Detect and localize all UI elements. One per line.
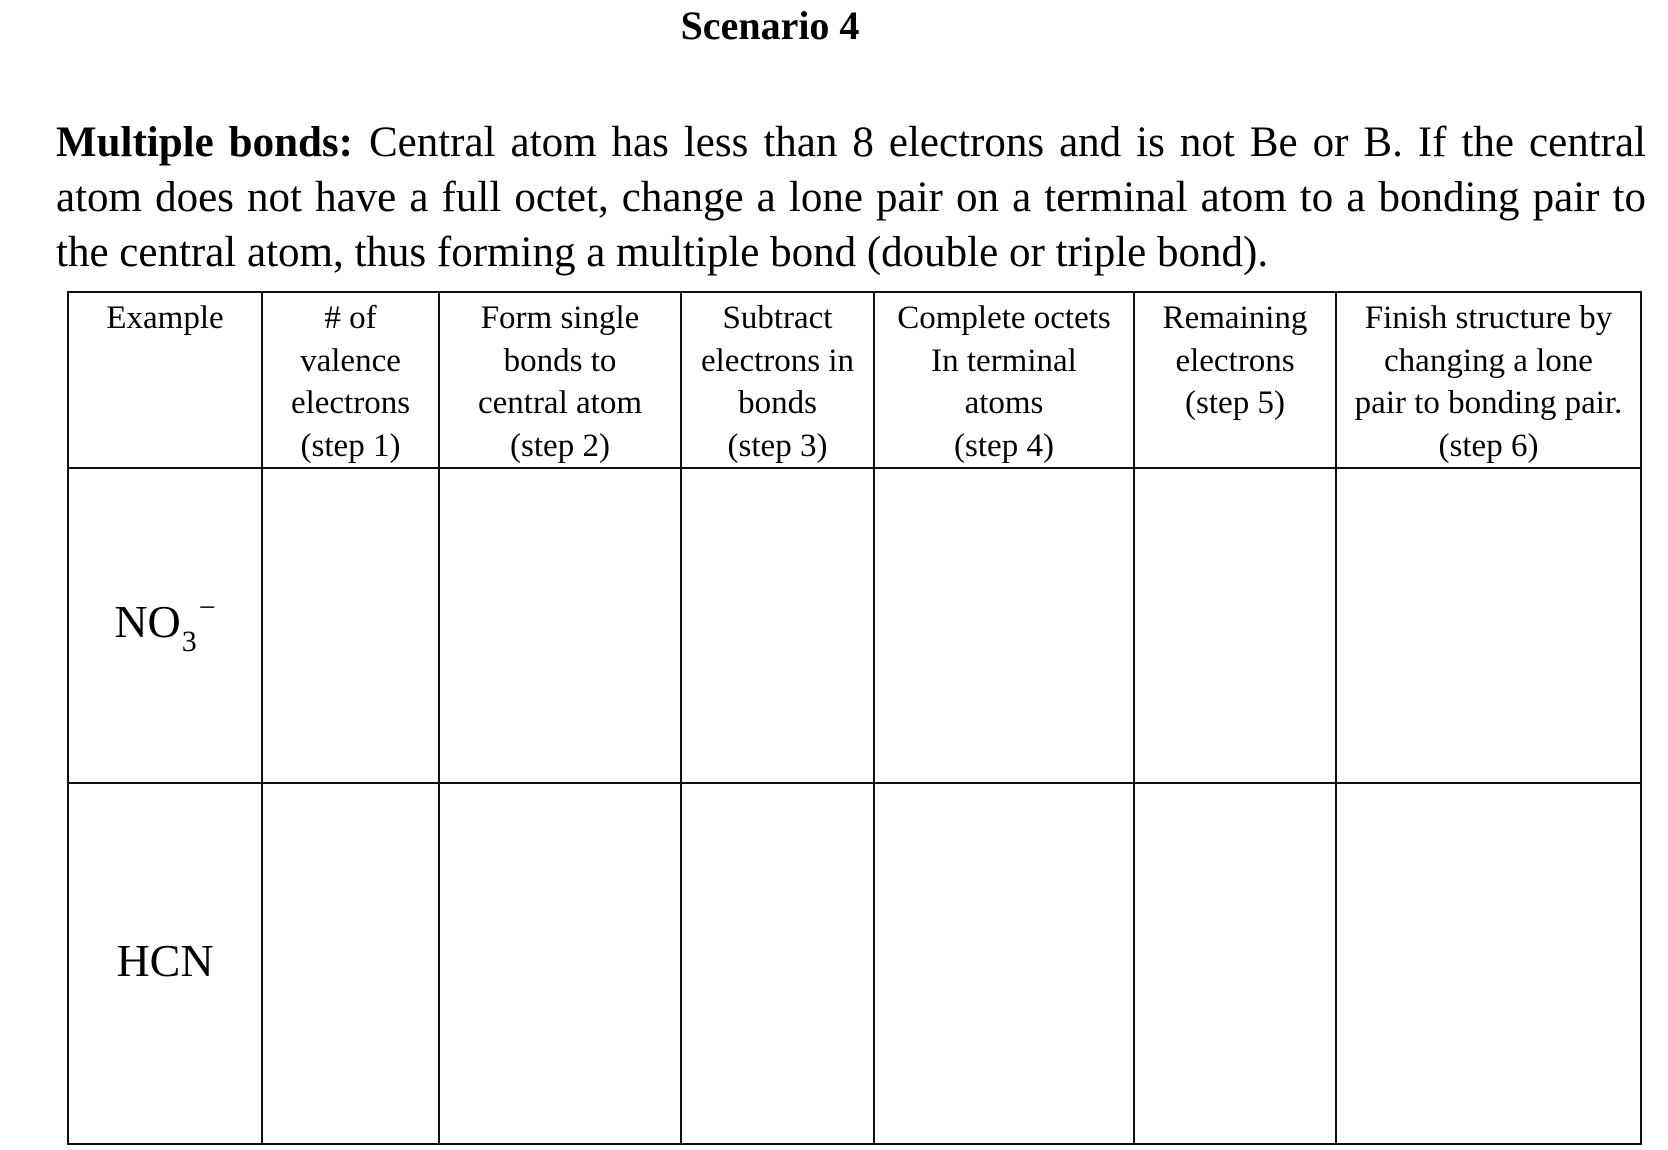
example-formula-hcn (116, 934, 214, 986)
header-step-5 (1134, 292, 1336, 468)
header-line: bonds (738, 385, 817, 421)
header-line: In terminal (931, 342, 1077, 379)
header-line: Form single (480, 300, 640, 336)
answer-cell-step-1[interactable] (262, 468, 439, 783)
formula-base: HCN (116, 934, 214, 986)
answer-cell-step-4[interactable] (874, 783, 1134, 1144)
answer-cell-step-3[interactable] (681, 783, 874, 1144)
header-line: (step 1) (300, 427, 401, 464)
answer-cell-step-6[interactable] (1336, 783, 1641, 1144)
example-formula-nitrate (114, 587, 215, 664)
answer-cell-step-2[interactable] (439, 468, 681, 783)
header-line: (step 2) (510, 427, 610, 464)
header-line: (step 5) (1185, 385, 1285, 421)
answer-cell-step-3[interactable] (681, 468, 874, 783)
intro-paragraph (56, 115, 1646, 280)
header-line: bonds to (503, 342, 617, 379)
header-line: electrons (290, 385, 411, 421)
table-row-nitrate (68, 468, 1641, 783)
formula-subscript: 3 (181, 625, 197, 659)
answer-cell-step-2[interactable] (439, 783, 681, 1144)
header-step-6 (1336, 292, 1641, 468)
intro-body: Central atom has less than 8 electrons and is not Be or B. If the central atom does not have a full octet, change a lone pair on a terminal atom to a bonding pair to the central atom, thus forming a multiple bond (double or triple bond). (56, 119, 1646, 276)
formula-charge: − (198, 591, 216, 625)
header-line: # of (324, 300, 377, 336)
header-line: changing a lone (1384, 342, 1593, 379)
header-step-2 (439, 292, 681, 468)
header-line: (step 3) (727, 427, 828, 464)
header-line: electrons (1175, 342, 1295, 379)
header-line: (step 4) (954, 427, 1054, 464)
header-line: Subtract (722, 300, 833, 336)
example-cell (68, 783, 262, 1144)
answer-cell-step-4[interactable] (874, 468, 1134, 783)
answer-cell-step-1[interactable] (262, 783, 439, 1144)
header-line: (step 6) (1438, 427, 1539, 464)
header-example (68, 292, 262, 468)
header-row (68, 292, 1641, 468)
table-row-hcn (68, 783, 1641, 1144)
answer-cell-step-6[interactable] (1336, 468, 1641, 783)
header-step-3 (681, 292, 874, 468)
header-step-1 (262, 292, 439, 468)
page-title: Scenario 4 (680, 3, 860, 48)
example-cell (68, 468, 262, 783)
header-line: pair to bonding pair. (1354, 385, 1623, 421)
header-line: central atom (477, 385, 642, 421)
answer-cell-step-5[interactable] (1134, 783, 1336, 1144)
header-line: electrons in (700, 342, 855, 379)
header-line: Example (106, 300, 224, 336)
header-line: atoms (964, 385, 1044, 421)
formula-base: NO (114, 596, 181, 648)
header-line: Remaining (1162, 300, 1308, 336)
header-step-4 (874, 292, 1134, 468)
answer-cell-step-5[interactable] (1134, 468, 1336, 783)
lewis-structure-steps-table (67, 291, 1642, 1145)
header-line: Complete octets (897, 300, 1111, 336)
header-line: valence (300, 342, 401, 379)
header-line: Finish structure by (1364, 300, 1613, 336)
intro-lead: Multiple bonds: (56, 119, 353, 166)
